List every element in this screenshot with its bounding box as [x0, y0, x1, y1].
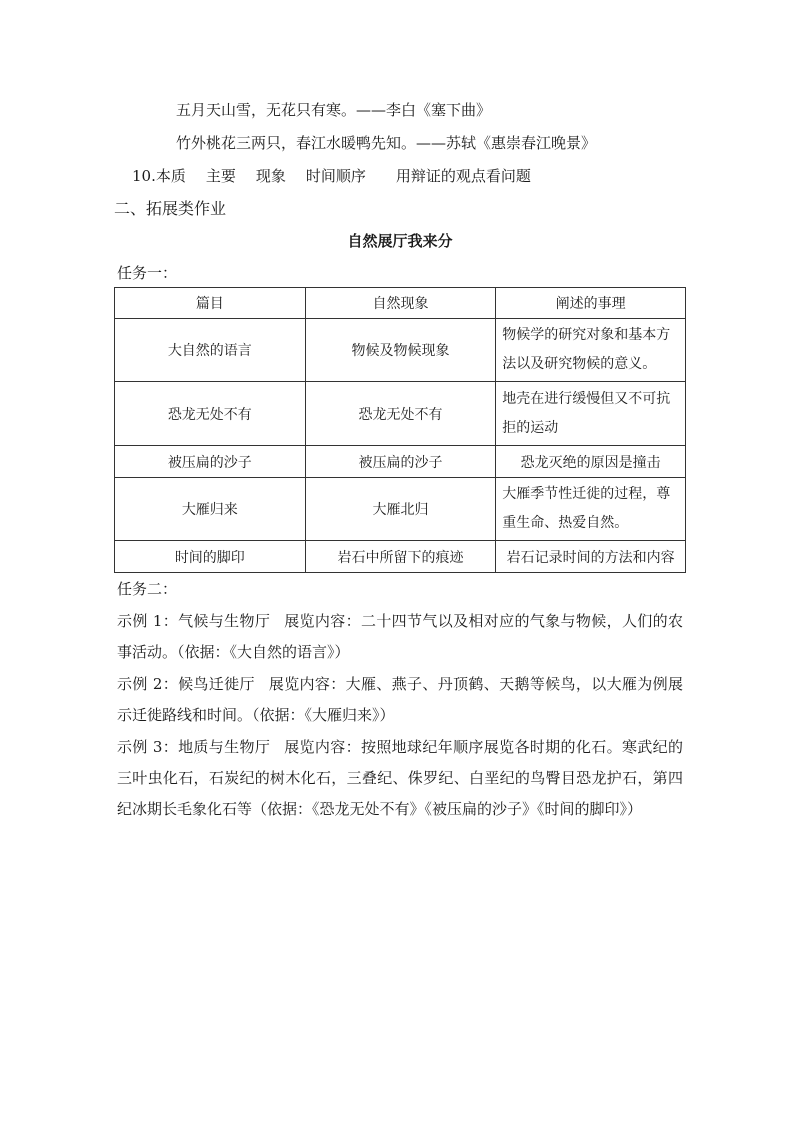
- table-cell: 被压扁的沙子: [305, 446, 496, 478]
- table-row: [115, 382, 686, 446]
- table-cell: 物候及物候现象: [305, 319, 496, 382]
- table-header-cell: 篇目: [115, 288, 306, 319]
- answer-10-number: 10.: [132, 167, 156, 185]
- table-cell: 岩石记录时间的方法和内容: [496, 541, 686, 573]
- example-1: [117, 606, 683, 668]
- table-cell: 恐龙无处不有: [305, 382, 496, 446]
- table-header-row: [115, 288, 686, 319]
- table-cell: 大自然的语言: [115, 319, 306, 382]
- example-content: 展览内容：按照地球纪年顺序展览各时期的化石。寒武纪的三叶虫化石，石炭纪的树木化石，三叠纪、侏罗纪、白垩纪的鸟臀目恐龙护石，第四纪冰期长毛象化石等（依据：《恐龙无处不有》《被压扁的沙子》《时间的脚印》）: [117, 738, 683, 818]
- table-row: [115, 319, 686, 382]
- table-cell: 大雁季节性迁徙的过程，尊重生命、热爱自然。: [496, 478, 686, 541]
- table-cell: 地壳在进行缓慢但又不可抗拒的运动: [496, 382, 686, 446]
- example-content: 展览内容：大雁、燕子、丹顶鹤、天鹅等候鸟，以大雁为例展示迁徙路线和时间。（依据：《大雁归来》）: [117, 675, 683, 724]
- example-hall: 气候与生物厅: [178, 612, 271, 630]
- example-hall: 候鸟迁徙厅: [178, 675, 255, 693]
- poem-line-2: 竹外桃花三两只，春江水暖鸭先知。——苏轼《惠崇春江晚景》: [176, 134, 597, 152]
- answer-10-item: 用辩证的观点看问题: [395, 167, 531, 185]
- table-cell: 恐龙无处不有: [115, 382, 306, 446]
- answer-10-item: 本质: [155, 167, 186, 185]
- task1-table: [114, 287, 686, 573]
- example-prefix: 示例 1：: [117, 612, 179, 630]
- example-hall: 地质与生物厅: [178, 738, 271, 756]
- answer-10-item: 主要: [205, 167, 236, 185]
- answer-10-item: 时间顺序: [305, 167, 366, 185]
- task2-label: 任务二：: [117, 580, 178, 598]
- example-prefix: 示例 2：: [117, 675, 179, 693]
- table-header-cell: 自然现象: [305, 288, 496, 319]
- table-cell: 大雁归来: [115, 478, 306, 541]
- task1-label: 任务一：: [117, 264, 178, 282]
- table-row: [115, 541, 686, 573]
- table-cell: 被压扁的沙子: [115, 446, 306, 478]
- exhibit-title: 自然展厅我来分: [347, 232, 453, 250]
- answer-10-item: 现象: [255, 167, 286, 185]
- table-cell: 大雁北归: [305, 478, 496, 541]
- poem-line-1: 五月天山雪，无花只有寒。——李白《塞下曲》: [176, 101, 492, 119]
- table-cell: 时间的脚印: [115, 541, 306, 573]
- table-row: [115, 446, 686, 478]
- answer-10-line: [132, 166, 531, 186]
- section-heading: 二、拓展类作业: [114, 199, 227, 218]
- table-row: [115, 478, 686, 541]
- example-3: [117, 732, 683, 825]
- example-content: 展览内容：二十四节气以及相对应的气象与物候，人们的农事活动。（依据：《大自然的语言》）: [117, 612, 683, 661]
- example-prefix: 示例 3：: [117, 738, 179, 756]
- table-cell: 岩石中所留下的痕迹: [305, 541, 496, 573]
- example-2: [117, 669, 683, 731]
- table-header-cell: 阐述的事理: [496, 288, 686, 319]
- table-cell: 物候学的研究对象和基本方法以及研究物候的意义。: [496, 319, 686, 382]
- table-cell: 恐龙灭绝的原因是撞击: [496, 446, 686, 478]
